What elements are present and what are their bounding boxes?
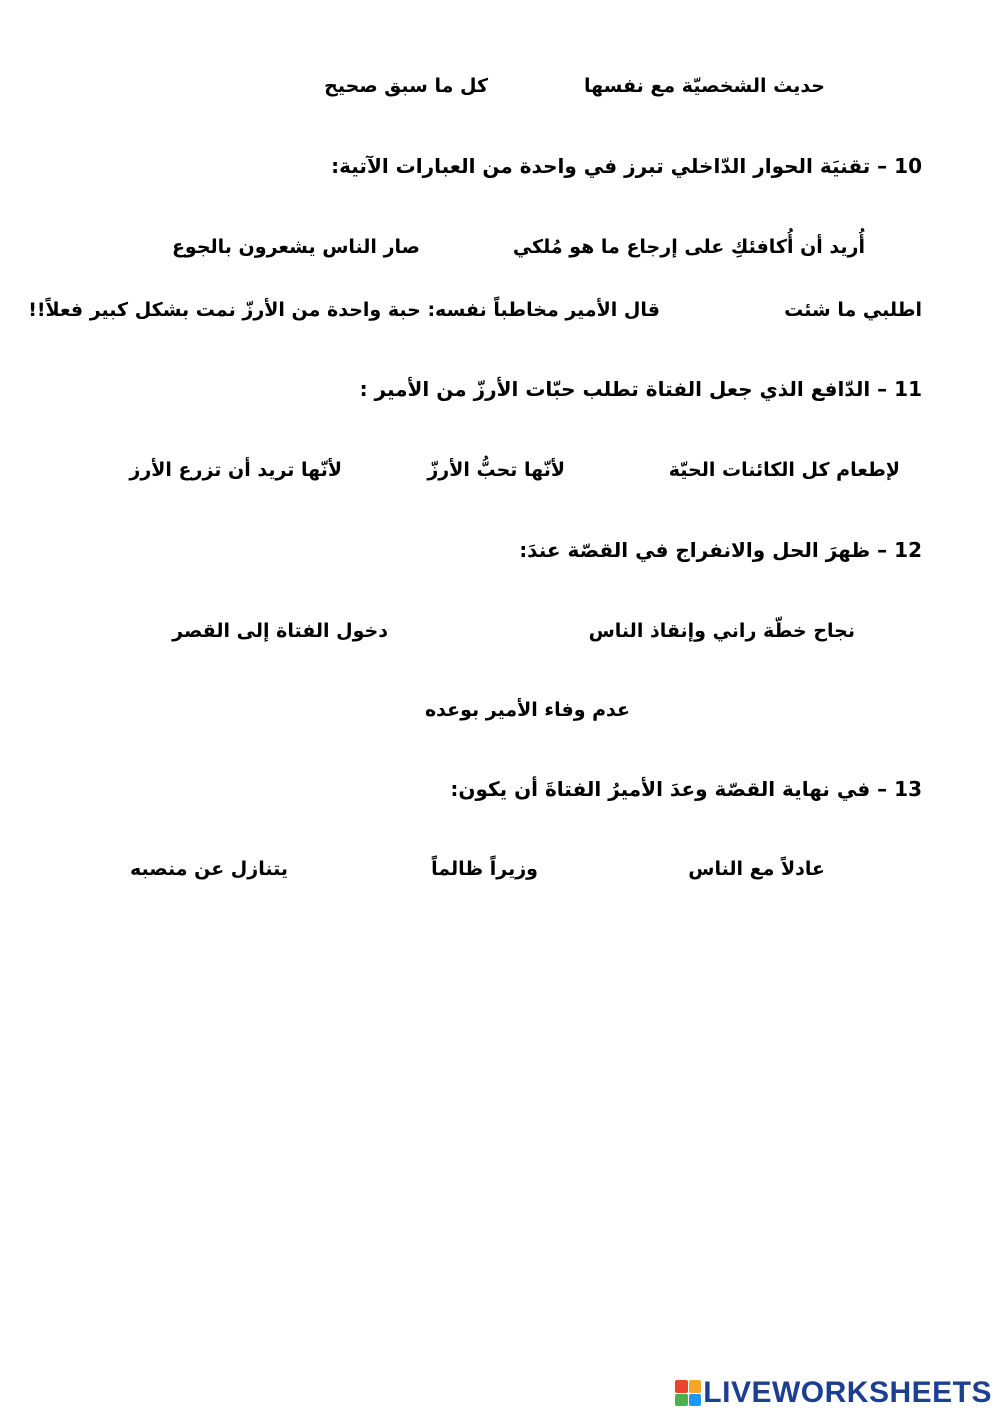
question-13 [450, 777, 922, 801]
question-number: 12 [894, 538, 922, 562]
q13-option-2[interactable]: وزيراً ظالماً [431, 858, 538, 880]
q10-option-3[interactable]: اطلبي ما شئت [784, 299, 922, 321]
question-number: 10 [894, 154, 922, 178]
logo-mark-icon [675, 1380, 701, 1406]
question-10 [331, 154, 922, 178]
option-self-talk[interactable]: حديث الشخصيّة مع نفسها [584, 75, 825, 97]
question-12 [519, 538, 922, 562]
logo-square-icon [689, 1394, 702, 1407]
logo-square-icon [689, 1380, 702, 1393]
question-text: – ظهرَ الحل والانفراج في القصّة عندَ: [519, 538, 888, 562]
question-text: – الدّافع الذي جعل الفتاة تطلب حبّات الأرزّ من الأمير : [359, 377, 888, 401]
q10-option-4[interactable]: قال الأمير مخاطباً نفسه: حبة واحدة من الأرزّ نمت بشكل كبير فعلاً!! [28, 299, 660, 321]
question-text: – تقنيَة الحوار الدّاخلي تبرز في واحدة من العبارات الآتية: [331, 154, 888, 178]
q12-option-2[interactable]: دخول الفتاة إلى القصر [172, 620, 388, 642]
q11-option-3[interactable]: لأنّها تريد أن تزرع الأرز [129, 459, 342, 481]
q11-option-1[interactable]: لإطعام كل الكائنات الحيّة [668, 459, 900, 481]
question-number: 13 [894, 777, 922, 801]
q12-option-1[interactable]: نجاح خطّة راني وإنقاذ الناس [588, 620, 855, 642]
q12-option-3[interactable]: عدم وفاء الأمير بوعده [424, 699, 630, 721]
question-text: – في نهاية القصّة وعدَ الأميرُ الفتاةَ أن يكون: [450, 777, 888, 801]
q10-option-2[interactable]: صار الناس يشعرون بالجوع [171, 236, 420, 258]
question-number: 11 [894, 377, 922, 401]
liveworksheets-logo [675, 1377, 992, 1409]
option-all-correct[interactable]: كل ما سبق صحيح [324, 75, 488, 97]
q10-option-1[interactable]: أُريد أن أُكافئكِ على إرجاع ما هو مُلكي [512, 236, 865, 258]
logo-square-icon [675, 1394, 688, 1407]
q13-option-1[interactable]: عادلاً مع الناس [688, 858, 825, 880]
logo-square-icon [675, 1380, 688, 1393]
q13-option-3[interactable]: يتنازل عن منصبه [129, 858, 288, 880]
q11-option-2[interactable]: لأنّها تحبُّ الأرزّ [427, 459, 565, 481]
question-11 [360, 377, 922, 401]
brand-name: LIVEWORKSHEETS [703, 1376, 992, 1409]
